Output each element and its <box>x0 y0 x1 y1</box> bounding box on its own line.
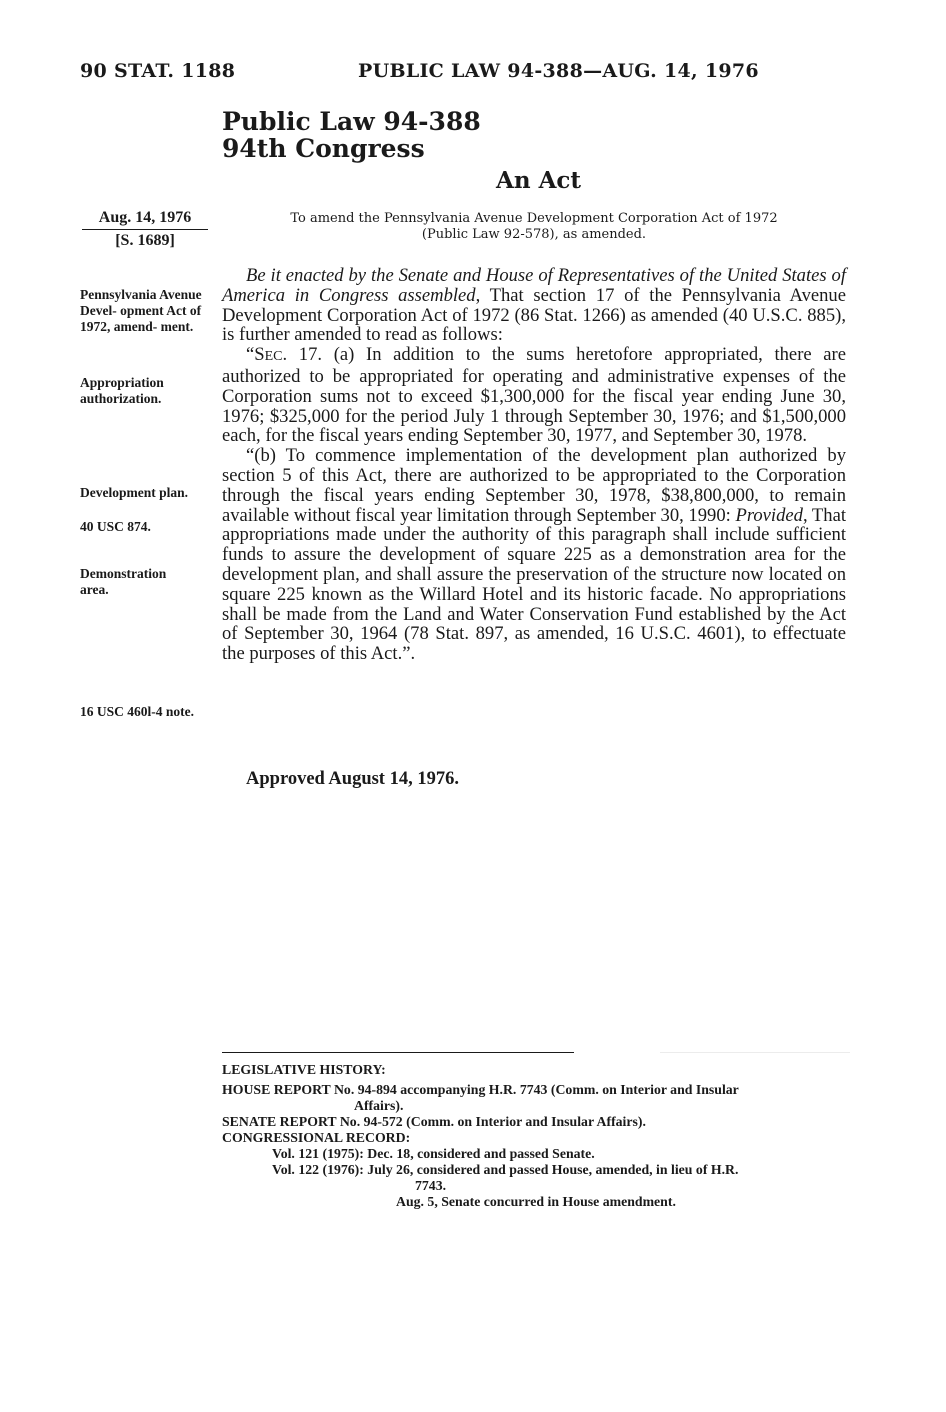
bleed-through-rule <box>660 1052 850 1053</box>
purpose-line-2: (Public Law 92-578), as amended. <box>421 227 647 242</box>
sidenote-date-block <box>80 208 210 251</box>
sec-a-open: “S <box>246 344 265 366</box>
sec-a-smallcaps: EC <box>264 349 283 365</box>
congress-number: 94th Congress <box>222 134 425 163</box>
sec-b-text-1: “(b) To commence implementation of the development plan authorized by section 5 of this Act, there are authorized to be appropriated to the Corporation through the fiscal years ending September 30, 1978, $38,800,000, to remain available without fiscal year limitation through September 30, 1990: <box>222 445 846 526</box>
sidenote-date: Aug. 14, 1976 <box>98 209 192 226</box>
running-title: PUBLIC LAW 94-388—AUG. 14, 1976 <box>358 60 759 82</box>
section-17-a <box>222 345 846 446</box>
margin-note-appropriation: Appropriation authorization. <box>80 375 164 406</box>
purpose-line-1: To amend the Pennsylvania Avenue Development Corporation Act of 1972 <box>290 211 778 226</box>
act-purpose <box>222 211 846 243</box>
law-number: Public Law 94-388 <box>222 107 481 136</box>
record-vol-122-line-1: Vol. 122 (1976): July 26, considered and passed House, amended, in lieu of H.R. <box>272 1162 739 1177</box>
enacting-clause <box>222 266 846 345</box>
senate-report: SENATE REPORT No. 94-572 (Comm. on Interior and Insular Affairs). <box>222 1114 646 1129</box>
legislative-history-heading: LEGISLATIVE HISTORY: <box>222 1062 386 1077</box>
sec-b-text-2: , That appropriations made under the authority of this paragraph shall include sufficient funds to assure the development of square 225 as a demonstration area for the development plan, and shall assure the preservation of the structure now located on square 225 known as the Willard Hotel and its historic facade. No appropriations shall be made from the Land and Water Conservation Fund established by the Act of September 30, 1964 (78 Stat. 897, as amended, 16 U.S.C. 4601), to effectuate the purposes of this Act.”. <box>222 504 846 665</box>
act-body <box>222 266 846 664</box>
approval-line: Approved August 14, 1976. <box>246 769 459 789</box>
house-report-line-2: Affairs). <box>354 1098 404 1113</box>
margin-note-pennsylvania-act: Pennsylvania Avenue Devel- opment Act of 1972, amend- ment. <box>80 287 202 334</box>
enacting-text: , That section 17 of the Pennsylvania Avenue Development Corporation Act of 1972 (86 Stat. 1266) as amended (40 U.S.C. 885), is further amended to read as follows: <box>222 284 846 346</box>
law-title-block <box>222 108 481 162</box>
enacting-formula: Be it enacted by the Senate and House of Representatives of the United States of America in Congress assembled <box>222 265 846 306</box>
legislative-history-rule <box>222 1052 574 1053</box>
congressional-record-heading: CONGRESSIONAL RECORD: <box>222 1130 411 1145</box>
sidenote-divider <box>82 229 208 230</box>
section-17-b <box>222 446 846 664</box>
act-heading: An Act <box>496 167 582 194</box>
margin-note-40-usc-874: 40 USC 874. <box>80 519 151 534</box>
house-report-line-1: HOUSE REPORT No. 94-894 accompanying H.R. 7743 (Comm. on Interior and Insular <box>222 1082 739 1097</box>
sidenote-bill-number: [S. 1689] <box>115 232 175 249</box>
margin-note-16-usc: 16 USC 460l-4 note. <box>80 704 194 719</box>
stat-page-number: 90 STAT. 1188 <box>80 60 236 82</box>
record-vol-122-line-2: 7743. <box>415 1178 447 1193</box>
sec-b-provided: Provided <box>735 504 803 526</box>
record-aug-5: Aug. 5, Senate concurred in House amendment. <box>396 1194 676 1209</box>
legislative-history <box>222 1062 846 1210</box>
margin-note-demonstration-area: Demonstration area. <box>80 566 167 597</box>
margin-note-development-plan: Development plan. <box>80 485 188 500</box>
sec-a-text: . 17. (a) In addition to the sums heretofore appropriated, there are authorized to be appropriated for operating and administrative expenses of the Corporation sums not to exceed $1,300,000 for the fiscal year ending June 30, 1976; $325,000 for the period July 1 through September 30, 1976; and $1,500,000 each, for the fiscal years ending September 30, 1977, and September 30, 1978. <box>222 344 846 447</box>
record-vol-121: Vol. 121 (1975): Dec. 18, considered and passed Senate. <box>272 1146 595 1161</box>
